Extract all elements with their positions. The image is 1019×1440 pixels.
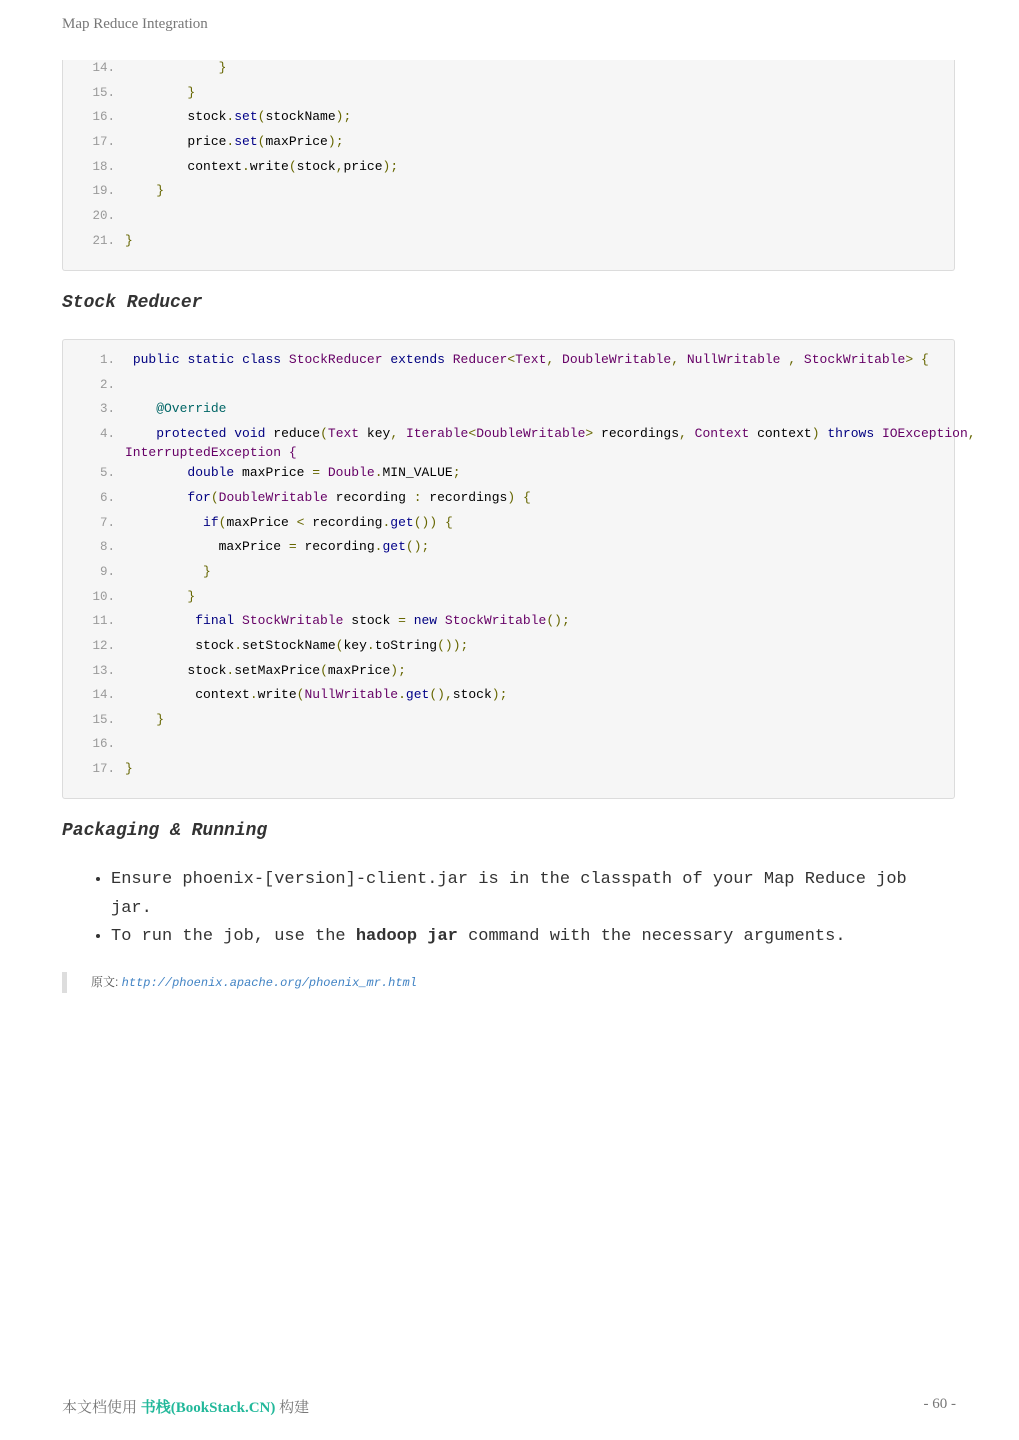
list-item-text: command with the necessary arguments. xyxy=(457,927,846,946)
code-text: maxPrice = recording.get(); xyxy=(125,539,430,554)
code-text: } xyxy=(125,712,165,727)
line-number: 17. xyxy=(92,762,115,776)
code-text: } xyxy=(125,60,227,75)
code-line xyxy=(63,399,954,419)
footer-brand-link[interactable]: 书栈(BookStack.CN) xyxy=(140,1400,276,1416)
bullet-list xyxy=(62,866,942,952)
section-heading-stock-reducer: Stock Reducer xyxy=(62,293,203,313)
code-text: context.write(NullWritable.get(),stock); xyxy=(125,687,508,702)
line-number: 18. xyxy=(92,160,115,174)
line-number: 11. xyxy=(92,614,115,628)
code-line xyxy=(63,710,954,730)
command-name: hadoop jar xyxy=(355,927,458,946)
code-line xyxy=(63,587,954,607)
code-line xyxy=(63,350,954,370)
code-text: } xyxy=(125,564,211,579)
code-text: stock.set(stockName); xyxy=(125,109,352,124)
line-number: 12. xyxy=(92,639,115,653)
code-line xyxy=(63,132,954,152)
code-line xyxy=(63,537,954,557)
list-item xyxy=(111,923,942,952)
code-line xyxy=(63,734,954,754)
footer-prefix: 本文档使用 xyxy=(62,1400,141,1416)
code-block-stock-reducer xyxy=(62,339,976,799)
code-line xyxy=(63,685,954,705)
code-line xyxy=(63,463,954,483)
code-line xyxy=(63,636,954,656)
code-text: } xyxy=(125,85,196,100)
code-text: stock.setStockName(key.toString()); xyxy=(125,638,469,653)
line-number: 9. xyxy=(99,565,115,579)
code-line xyxy=(63,107,954,127)
code-text: protected void reduce(Text key, Iterable<DoubleWritable> recordings, Context context) throws IOException, xyxy=(156,426,976,441)
code-text: context.write(stock,price); xyxy=(125,159,399,174)
code-line xyxy=(63,181,954,201)
line-number: 16. xyxy=(92,737,115,751)
source-quote xyxy=(62,972,417,993)
line-number: 4. xyxy=(99,427,115,441)
line-number: 14. xyxy=(92,688,115,702)
section-heading-packaging: Packaging & Running xyxy=(62,821,268,841)
code-text: for(DoubleWritable recording : recordings) { xyxy=(187,490,531,505)
code-line xyxy=(63,488,954,508)
code-line xyxy=(63,424,976,460)
code-text: stock.setMaxPrice(maxPrice); xyxy=(125,663,406,678)
code-text: double maxPrice = Double.MIN_VALUE; xyxy=(187,465,461,480)
line-number: 17. xyxy=(92,135,115,149)
line-number: 13. xyxy=(92,664,115,678)
source-link[interactable]: http://phoenix.apache.org/phoenix_mr.html xyxy=(121,976,417,990)
code-line xyxy=(63,375,954,395)
code-text: if(maxPrice < recording.get()) { xyxy=(203,515,453,530)
line-number: 15. xyxy=(92,86,115,100)
code-block-stock-mapper-end xyxy=(62,60,955,271)
code-line xyxy=(63,562,954,582)
line-number: 6. xyxy=(99,491,115,505)
code-line xyxy=(63,157,954,177)
code-line xyxy=(63,611,954,631)
code-line xyxy=(63,661,954,681)
line-number: 8. xyxy=(99,540,115,554)
code-line xyxy=(63,759,954,779)
line-number: 16. xyxy=(92,110,115,124)
list-item-text: Ensure phoenix-[version]-client.jar is in the classpath of your Map Reduce job jar. xyxy=(111,870,907,918)
list-item-text: To run the job, use the xyxy=(111,927,356,946)
code-text: public static class StockReducer extends Reducer<Text, DoubleWritable, NullWritable , StockWritable> { xyxy=(132,352,929,367)
code-text: price.set(maxPrice); xyxy=(125,134,344,149)
line-number: 7. xyxy=(99,516,115,530)
code-text-continuation: InterruptedException { xyxy=(125,445,297,460)
code-text: @Override xyxy=(125,401,227,416)
page-number: - 60 - xyxy=(923,1396,956,1412)
code-text: final StockWritable stock = new StockWritable(); xyxy=(195,613,570,628)
code-line xyxy=(63,83,954,103)
line-number: 5. xyxy=(99,466,115,480)
line-number: 1. xyxy=(99,353,115,367)
line-number: 2. xyxy=(99,378,115,392)
line-number: 19. xyxy=(92,184,115,198)
footer-credit xyxy=(62,1396,309,1417)
code-text: } xyxy=(125,589,196,604)
code-text: } xyxy=(125,761,133,776)
code-text: } xyxy=(125,233,133,248)
code-line xyxy=(63,58,954,78)
line-number: 20. xyxy=(92,209,115,223)
page-header-title: Map Reduce Integration xyxy=(62,16,208,32)
line-number: 21. xyxy=(92,234,115,248)
line-number: 14. xyxy=(92,61,115,75)
line-number: 15. xyxy=(92,713,115,727)
list-item xyxy=(111,866,942,923)
code-text: } xyxy=(125,183,165,198)
line-number: 10. xyxy=(92,590,115,604)
line-number: 3. xyxy=(99,402,115,416)
source-label: 原文: xyxy=(91,975,122,989)
code-line xyxy=(63,513,954,533)
code-line xyxy=(63,206,954,226)
footer-suffix: 构建 xyxy=(275,1400,310,1416)
code-line xyxy=(63,231,954,251)
